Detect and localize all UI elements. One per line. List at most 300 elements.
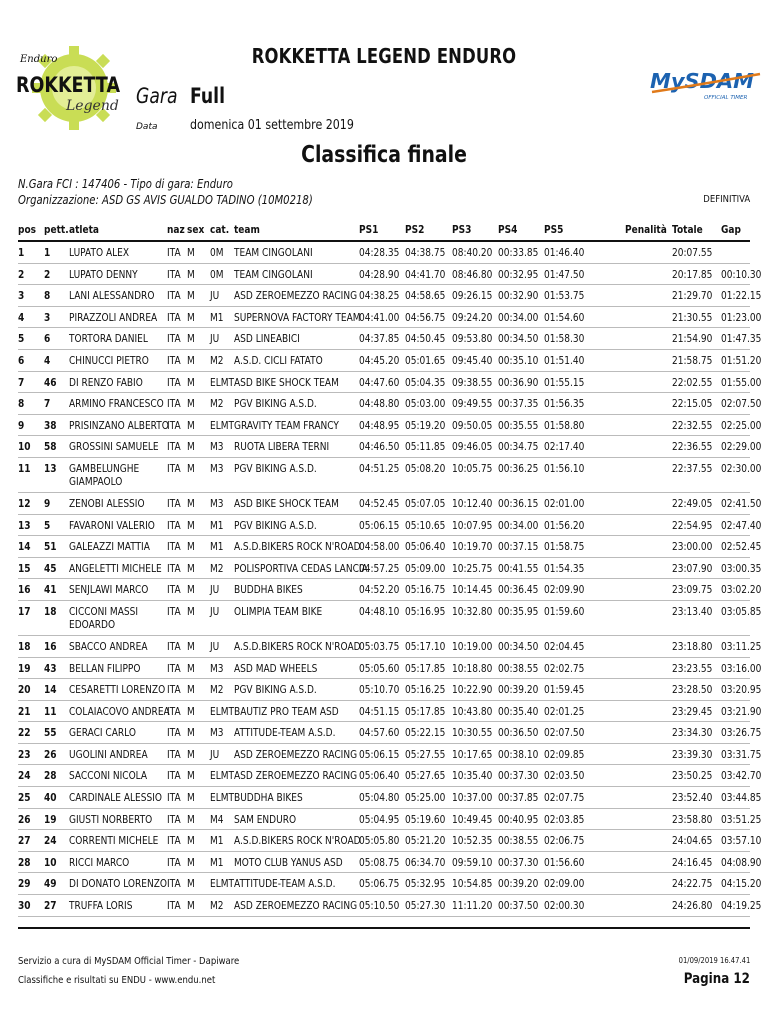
cell-ps2: 05:16.75 — [405, 583, 446, 597]
cell-sex: M — [187, 397, 195, 411]
gara-value: Full — [190, 84, 225, 108]
cell-totale: 22:32.55 — [672, 418, 713, 432]
cell-ps4: 00:34.00 — [498, 518, 539, 532]
cell-atleta: LANI ALESSANDRO — [69, 289, 155, 303]
cell-ps4: 00:32.90 — [498, 289, 539, 303]
cell-ps5: 01:46.40 — [544, 246, 585, 259]
col-ps5: PS5 — [544, 223, 564, 236]
cell-naz: ITA — [167, 375, 181, 389]
cell-atleta: GAMBELUNGHE GIAMPAOLO — [69, 461, 140, 488]
cell-naz: ITA — [167, 246, 181, 259]
cell-atleta: GROSSINI SAMUELE — [69, 440, 159, 454]
cell-cat: M1 — [210, 834, 224, 848]
cell-ps4: 00:32.95 — [498, 267, 539, 281]
cell-totale: 22:36.55 — [672, 440, 713, 454]
cell-cat: JU — [210, 747, 220, 761]
table-row — [18, 579, 762, 601]
cell-team: A.S.D.BIKERS ROCK N'ROAD — [234, 639, 361, 653]
cell-atleta: TORTORA DANIEL — [69, 332, 148, 346]
cell-naz: ITA — [167, 726, 181, 740]
cell-ps5: 01:56.10 — [544, 461, 585, 475]
cell-pos: 26 — [18, 812, 31, 826]
cell-ps3: 10:52.35 — [452, 834, 493, 848]
logo-enduro-text: Enduro — [20, 54, 58, 65]
cell-team: BUDDHA BIKES — [234, 583, 303, 597]
col-totale: Totale — [672, 223, 703, 236]
cell-naz: ITA — [167, 540, 181, 554]
cell-ps3: 09:45.40 — [452, 353, 493, 367]
cell-team: PGV BIKING A.S.D. — [234, 518, 317, 532]
col-ps3: PS3 — [452, 223, 472, 236]
organization-info: Organizzazione: ASD GS AVIS GUALDO TADINO (10M0218) — [18, 193, 313, 207]
cell-pett: 5 — [44, 518, 51, 532]
cell-team: GRAVITY TEAM FRANCY — [234, 418, 339, 432]
cell-team: A.S.D. CICLI FATATO — [234, 353, 323, 367]
cell-atleta: LUPATO DENNY — [69, 267, 138, 281]
cell-naz: ITA — [167, 791, 181, 805]
cell-ps1: 04:57.60 — [359, 726, 400, 740]
table-row — [18, 415, 762, 437]
cell-cat: M3 — [210, 440, 224, 454]
cell-ps2: 05:25.00 — [405, 791, 446, 805]
table-header — [18, 220, 750, 242]
cell-ps3: 09:24.20 — [452, 310, 493, 324]
cell-atleta: GALEAZZI MATTIA — [69, 540, 150, 554]
cell-totale: 20:07.55 — [672, 246, 713, 259]
cell-sex: M — [187, 418, 195, 432]
table-row — [18, 372, 762, 394]
cell-team: ATTITUDE-TEAM A.S.D. — [234, 877, 336, 891]
cell-ps4: 00:38.55 — [498, 834, 539, 848]
cell-gap: 01:47.35 — [721, 332, 762, 346]
cell-ps4: 00:37.15 — [498, 540, 539, 554]
cell-cat: M1 — [210, 540, 224, 554]
cell-totale: 24:26.80 — [672, 899, 713, 913]
cell-ps4: 00:37.50 — [498, 899, 539, 913]
cell-pos: 14 — [18, 540, 31, 554]
cell-pos: 12 — [18, 496, 31, 510]
cell-pos: 27 — [18, 834, 31, 848]
cell-ps3: 10:07.95 — [452, 518, 493, 532]
cell-totale: 21:58.75 — [672, 353, 713, 367]
cell-sex: M — [187, 791, 195, 805]
table-row — [18, 830, 762, 852]
cell-ps5: 02:09.85 — [544, 747, 585, 761]
cell-ps2: 04:41.70 — [405, 267, 446, 281]
cell-ps4: 00:34.50 — [498, 332, 539, 346]
cell-pos: 5 — [18, 332, 25, 346]
col-team: team — [234, 223, 260, 236]
cell-ps2: 05:16.95 — [405, 604, 446, 618]
col-gap: Gap — [721, 223, 741, 236]
cell-atleta: UGOLINI ANDREA — [69, 747, 148, 761]
date-value: domenica 01 settembre 2019 — [190, 118, 354, 133]
cell-sex: M — [187, 310, 195, 324]
cell-gap: 01:55.00 — [721, 375, 762, 389]
table-row — [18, 744, 762, 766]
cell-ps2: 05:17.10 — [405, 639, 446, 653]
cell-ps5: 01:55.15 — [544, 375, 585, 389]
cell-ps2: 05:04.35 — [405, 375, 446, 389]
cell-team: PGV BIKING A.S.D. — [234, 397, 317, 411]
cell-sex: M — [187, 834, 195, 848]
col-cat: cat. — [210, 223, 230, 236]
cell-gap: 03:11.25 — [721, 639, 762, 653]
cell-team: BAUTIZ PRO TEAM ASD — [234, 704, 339, 718]
cell-naz: ITA — [167, 661, 181, 675]
cell-ps4: 00:36.15 — [498, 496, 539, 510]
cell-ps1: 05:06.40 — [359, 769, 400, 783]
cell-naz: ITA — [167, 834, 181, 848]
cell-ps5: 01:58.30 — [544, 332, 585, 346]
cell-ps4: 00:39.20 — [498, 877, 539, 891]
table-row — [18, 436, 762, 458]
cell-gap: 02:29.00 — [721, 440, 762, 454]
cell-ps5: 02:03.50 — [544, 769, 585, 783]
cell-gap: 03:20.95 — [721, 683, 762, 697]
cell-naz: ITA — [167, 353, 181, 367]
cell-ps1: 04:37.85 — [359, 332, 400, 346]
table-row — [18, 809, 762, 831]
cell-totale: 21:29.70 — [672, 289, 713, 303]
cell-ps2: 04:38.75 — [405, 246, 446, 259]
cell-ps3: 09:38.55 — [452, 375, 493, 389]
cell-ps1: 05:06.15 — [359, 747, 400, 761]
cell-ps1: 04:51.15 — [359, 704, 400, 718]
cell-atleta: SENJLAWI MARCO — [69, 583, 149, 597]
cell-ps5: 02:04.45 — [544, 639, 585, 653]
cell-pos: 22 — [18, 726, 31, 740]
cell-gap: 01:23.00 — [721, 310, 762, 324]
cell-totale: 20:17.85 — [672, 267, 713, 281]
cell-ps2: 05:10.65 — [405, 518, 446, 532]
cell-cat: 0M — [210, 246, 224, 259]
cell-totale: 22:02.55 — [672, 375, 713, 389]
cell-atleta: LUPATO ALEX — [69, 246, 130, 259]
cell-team: ASD BIKE SHOCK TEAM — [234, 496, 339, 510]
cell-atleta: SACCONI NICOLA — [69, 769, 148, 783]
classification-title: Classifica finale — [301, 142, 467, 168]
table-row — [18, 350, 762, 372]
cell-ps5: 02:07.75 — [544, 791, 585, 805]
cell-ps4: 00:36.45 — [498, 583, 539, 597]
cell-gap: 03:02.20 — [721, 583, 762, 597]
cell-ps4: 00:39.20 — [498, 683, 539, 697]
table-row — [18, 722, 762, 744]
cell-ps1: 05:04.80 — [359, 791, 400, 805]
cell-atleta: GERACI CARLO — [69, 726, 136, 740]
cell-naz: ITA — [167, 496, 181, 510]
cell-ps5: 01:58.75 — [544, 540, 585, 554]
cell-ps1: 04:52.20 — [359, 583, 400, 597]
cell-team: ASD BIKE SHOCK TEAM — [234, 375, 339, 389]
cell-sex: M — [187, 661, 195, 675]
cell-atleta: PIRAZZOLI ANDREA — [69, 310, 158, 324]
cell-totale: 22:37.55 — [672, 461, 713, 475]
cell-sex: M — [187, 604, 195, 618]
col-naz: naz — [167, 223, 185, 236]
cell-pos: 3 — [18, 289, 25, 303]
cell-ps1: 04:41.00 — [359, 310, 400, 324]
cell-atleta: DI RENZO FABIO — [69, 375, 143, 389]
cell-naz: ITA — [167, 812, 181, 826]
cell-ps1: 04:28.90 — [359, 267, 400, 281]
cell-atleta: CICCONI MASSI EDOARDO — [69, 604, 138, 631]
cell-ps5: 01:54.60 — [544, 310, 585, 324]
table-row — [18, 895, 762, 917]
cell-team: ASD ZEROEMEZZO RACING — [234, 769, 358, 783]
cell-cat: M1 — [210, 310, 224, 324]
cell-atleta: SBACCO ANDREA — [69, 639, 148, 653]
cell-pos: 15 — [18, 561, 31, 575]
cell-pos: 19 — [18, 661, 31, 675]
cell-team: MOTO CLUB YANUS ASD — [234, 855, 343, 869]
cell-gap: 03:16.00 — [721, 661, 762, 675]
cell-ps3: 10:43.80 — [452, 704, 493, 718]
cell-ps2: 05:11.85 — [405, 440, 446, 454]
cell-ps2: 05:06.40 — [405, 540, 446, 554]
cell-ps1: 05:08.75 — [359, 855, 400, 869]
cell-ps5: 02:01.00 — [544, 496, 585, 510]
event-title: ROKKETTA LEGEND ENDURO — [251, 44, 517, 68]
cell-gap: 02:07.50 — [721, 397, 762, 411]
cell-pett: 19 — [44, 812, 57, 826]
cell-cat: JU — [210, 639, 220, 653]
cell-totale: 24:16.45 — [672, 855, 713, 869]
cell-atleta: CHINUCCI PIETRO — [69, 353, 149, 367]
cell-pos: 2 — [18, 267, 25, 281]
cell-cat: JU — [210, 289, 220, 303]
cell-ps4: 00:38.10 — [498, 747, 539, 761]
cell-atleta: CARDINALE ALESSIO — [69, 791, 162, 805]
col-pos: pos — [18, 223, 37, 236]
cell-ps5: 02:09.90 — [544, 583, 585, 597]
cell-ps4: 00:37.35 — [498, 397, 539, 411]
cell-totale: 23:23.55 — [672, 661, 713, 675]
cell-totale: 23:34.30 — [672, 726, 713, 740]
cell-ps4: 00:34.50 — [498, 639, 539, 653]
page-number: Pagina 12 — [683, 971, 750, 987]
cell-naz: ITA — [167, 440, 181, 454]
cell-pos: 21 — [18, 704, 31, 718]
cell-totale: 21:54.90 — [672, 332, 713, 346]
cell-sex: M — [187, 726, 195, 740]
cell-ps5: 01:54.35 — [544, 561, 585, 575]
table-body — [18, 242, 762, 917]
cell-atleta: COLAIACOVO ANDREA — [69, 704, 170, 718]
cell-totale: 23:58.80 — [672, 812, 713, 826]
table-row — [18, 765, 762, 787]
cell-pos: 13 — [18, 518, 31, 532]
cell-team: TEAM CINGOLANI — [234, 246, 313, 259]
cell-totale: 23:13.40 — [672, 604, 713, 618]
cell-team: ASD ZEROEMEZZO RACING — [234, 289, 358, 303]
cell-cat: M2 — [210, 561, 224, 575]
cell-sex: M — [187, 769, 195, 783]
cell-pett: 4 — [44, 353, 51, 367]
cell-totale: 24:04.65 — [672, 834, 713, 848]
cell-cat: M3 — [210, 461, 224, 475]
cell-sex: M — [187, 683, 195, 697]
footer-timestamp: 01/09/2019 16.47.41 — [678, 956, 750, 965]
table-row — [18, 873, 762, 895]
cell-team: ASD ZEROEMEZZO RACING — [234, 899, 358, 913]
table-row — [18, 658, 762, 680]
cell-ps5: 01:56.60 — [544, 855, 585, 869]
cell-atleta: FAVARONI VALERIO — [69, 518, 155, 532]
table-end-rule — [18, 927, 750, 929]
cell-ps4: 00:41.55 — [498, 561, 539, 575]
cell-cat: ELMT — [210, 791, 235, 805]
cell-naz: ITA — [167, 604, 181, 618]
cell-pos: 28 — [18, 855, 31, 869]
cell-ps4: 00:33.85 — [498, 246, 539, 259]
cell-ps4: 00:35.40 — [498, 704, 539, 718]
cell-naz: ITA — [167, 267, 181, 281]
cell-ps3: 10:22.90 — [452, 683, 493, 697]
cell-cat: M2 — [210, 683, 224, 697]
cell-ps2: 04:50.45 — [405, 332, 446, 346]
cell-team: SUPERNOVA FACTORY TEAM — [234, 310, 361, 324]
mysdam-logo — [648, 66, 764, 102]
cell-pos: 8 — [18, 397, 25, 411]
cell-ps3: 10:05.75 — [452, 461, 493, 475]
cell-ps5: 02:17.40 — [544, 440, 585, 454]
cell-cat: ELMT — [210, 418, 235, 432]
cell-ps2: 05:22.15 — [405, 726, 446, 740]
cell-naz: ITA — [167, 899, 181, 913]
cell-pos: 4 — [18, 310, 25, 324]
cell-ps2: 04:58.65 — [405, 289, 446, 303]
cell-ps5: 02:01.25 — [544, 704, 585, 718]
cell-pett: 26 — [44, 747, 57, 761]
cell-ps5: 02:06.75 — [544, 834, 585, 848]
cell-pos: 18 — [18, 639, 31, 653]
cell-gap: 03:57.10 — [721, 834, 762, 848]
cell-naz: ITA — [167, 769, 181, 783]
cell-pett: 18 — [44, 604, 57, 618]
cell-pos: 29 — [18, 877, 31, 891]
cell-atleta: TRUFFA LORIS — [69, 899, 133, 913]
cell-cat: M2 — [210, 899, 224, 913]
cell-sex: M — [187, 639, 195, 653]
cell-gap: 03:26.75 — [721, 726, 762, 740]
cell-sex: M — [187, 332, 195, 346]
cell-pos: 11 — [18, 461, 31, 475]
table-row — [18, 285, 762, 307]
cell-ps2: 06:34.70 — [405, 855, 446, 869]
cell-totale: 21:30.55 — [672, 310, 713, 324]
cell-totale: 23:18.80 — [672, 639, 713, 653]
cell-gap: 03:00.35 — [721, 561, 762, 575]
cell-ps1: 05:10.50 — [359, 899, 400, 913]
cell-pett: 3 — [44, 310, 51, 324]
logo-rokketta-text: ROKKETTA — [16, 73, 121, 97]
cell-sex: M — [187, 440, 195, 454]
cell-atleta: ARMINO FRANCESCO — [69, 397, 164, 411]
cell-ps3: 08:40.20 — [452, 246, 493, 259]
cell-cat: M2 — [210, 397, 224, 411]
cell-ps4: 00:36.50 — [498, 726, 539, 740]
cell-ps1: 04:58.00 — [359, 540, 400, 554]
cell-ps4: 00:36.90 — [498, 375, 539, 389]
col-penalita: Penalità — [625, 223, 667, 236]
cell-atleta: ZENOBI ALESSIO — [69, 496, 145, 510]
cell-totale: 22:15.05 — [672, 397, 713, 411]
cell-ps1: 04:38.25 — [359, 289, 400, 303]
cell-pett: 55 — [44, 726, 57, 740]
cell-ps3: 10:35.40 — [452, 769, 493, 783]
cell-gap: 03:21.90 — [721, 704, 762, 718]
table-row — [18, 493, 762, 515]
cell-pett: 10 — [44, 855, 57, 869]
cell-gap: 01:22.15 — [721, 289, 762, 303]
cell-ps3: 09:50.05 — [452, 418, 493, 432]
cell-sex: M — [187, 518, 195, 532]
cell-pett: 49 — [44, 877, 57, 891]
cell-ps5: 02:02.75 — [544, 661, 585, 675]
cell-team: ASD MAD WHEELS — [234, 661, 318, 675]
cell-cat: M1 — [210, 855, 224, 869]
cell-ps5: 01:51.40 — [544, 353, 585, 367]
cell-ps1: 05:06.15 — [359, 518, 400, 532]
table-row — [18, 242, 750, 264]
cell-ps3: 10:19.70 — [452, 540, 493, 554]
footer-service: Servizio a cura di MySDAM Official Timer - Dapiware — [18, 956, 240, 967]
cell-pett: 24 — [44, 834, 57, 848]
cell-naz: ITA — [167, 704, 181, 718]
cell-totale: 23:00.00 — [672, 540, 713, 554]
col-ps1: PS1 — [359, 223, 379, 236]
cell-ps5: 01:56.35 — [544, 397, 585, 411]
cell-ps2: 05:07.05 — [405, 496, 446, 510]
cell-ps1: 05:06.75 — [359, 877, 400, 891]
cell-sex: M — [187, 540, 195, 554]
cell-ps2: 05:17.85 — [405, 704, 446, 718]
cell-pett: 16 — [44, 639, 57, 653]
cell-ps3: 09:46.05 — [452, 440, 493, 454]
cell-naz: ITA — [167, 518, 181, 532]
cell-cat: M3 — [210, 496, 224, 510]
cell-team: BUDDHA BIKES — [234, 791, 303, 805]
cell-ps2: 05:27.65 — [405, 769, 446, 783]
cell-pos: 1 — [18, 246, 25, 259]
cell-pett: 58 — [44, 440, 57, 454]
cell-team: A.S.D.BIKERS ROCK N'ROAD — [234, 540, 361, 554]
cell-ps2: 05:03.00 — [405, 397, 446, 411]
cell-ps5: 01:59.45 — [544, 683, 585, 697]
cell-ps3: 09:49.55 — [452, 397, 493, 411]
cell-gap: 04:15.20 — [721, 877, 762, 891]
cell-sex: M — [187, 267, 195, 281]
cell-totale: 23:09.75 — [672, 583, 713, 597]
cell-sex: M — [187, 375, 195, 389]
cell-ps3: 10:30.55 — [452, 726, 493, 740]
table-row — [18, 852, 762, 874]
cell-pett: 6 — [44, 332, 51, 346]
cell-naz: ITA — [167, 747, 181, 761]
cell-pett: 38 — [44, 418, 57, 432]
cell-ps5: 01:47.50 — [544, 267, 585, 281]
cell-ps3: 10:19.00 — [452, 639, 493, 653]
table-row — [18, 536, 762, 558]
cell-cat: M3 — [210, 661, 224, 675]
table-row — [18, 393, 762, 415]
cell-ps3: 11:11.20 — [452, 899, 493, 913]
cell-gap: 03:42.70 — [721, 769, 762, 783]
cell-naz: ITA — [167, 310, 181, 324]
cell-totale: 22:49.05 — [672, 496, 713, 510]
